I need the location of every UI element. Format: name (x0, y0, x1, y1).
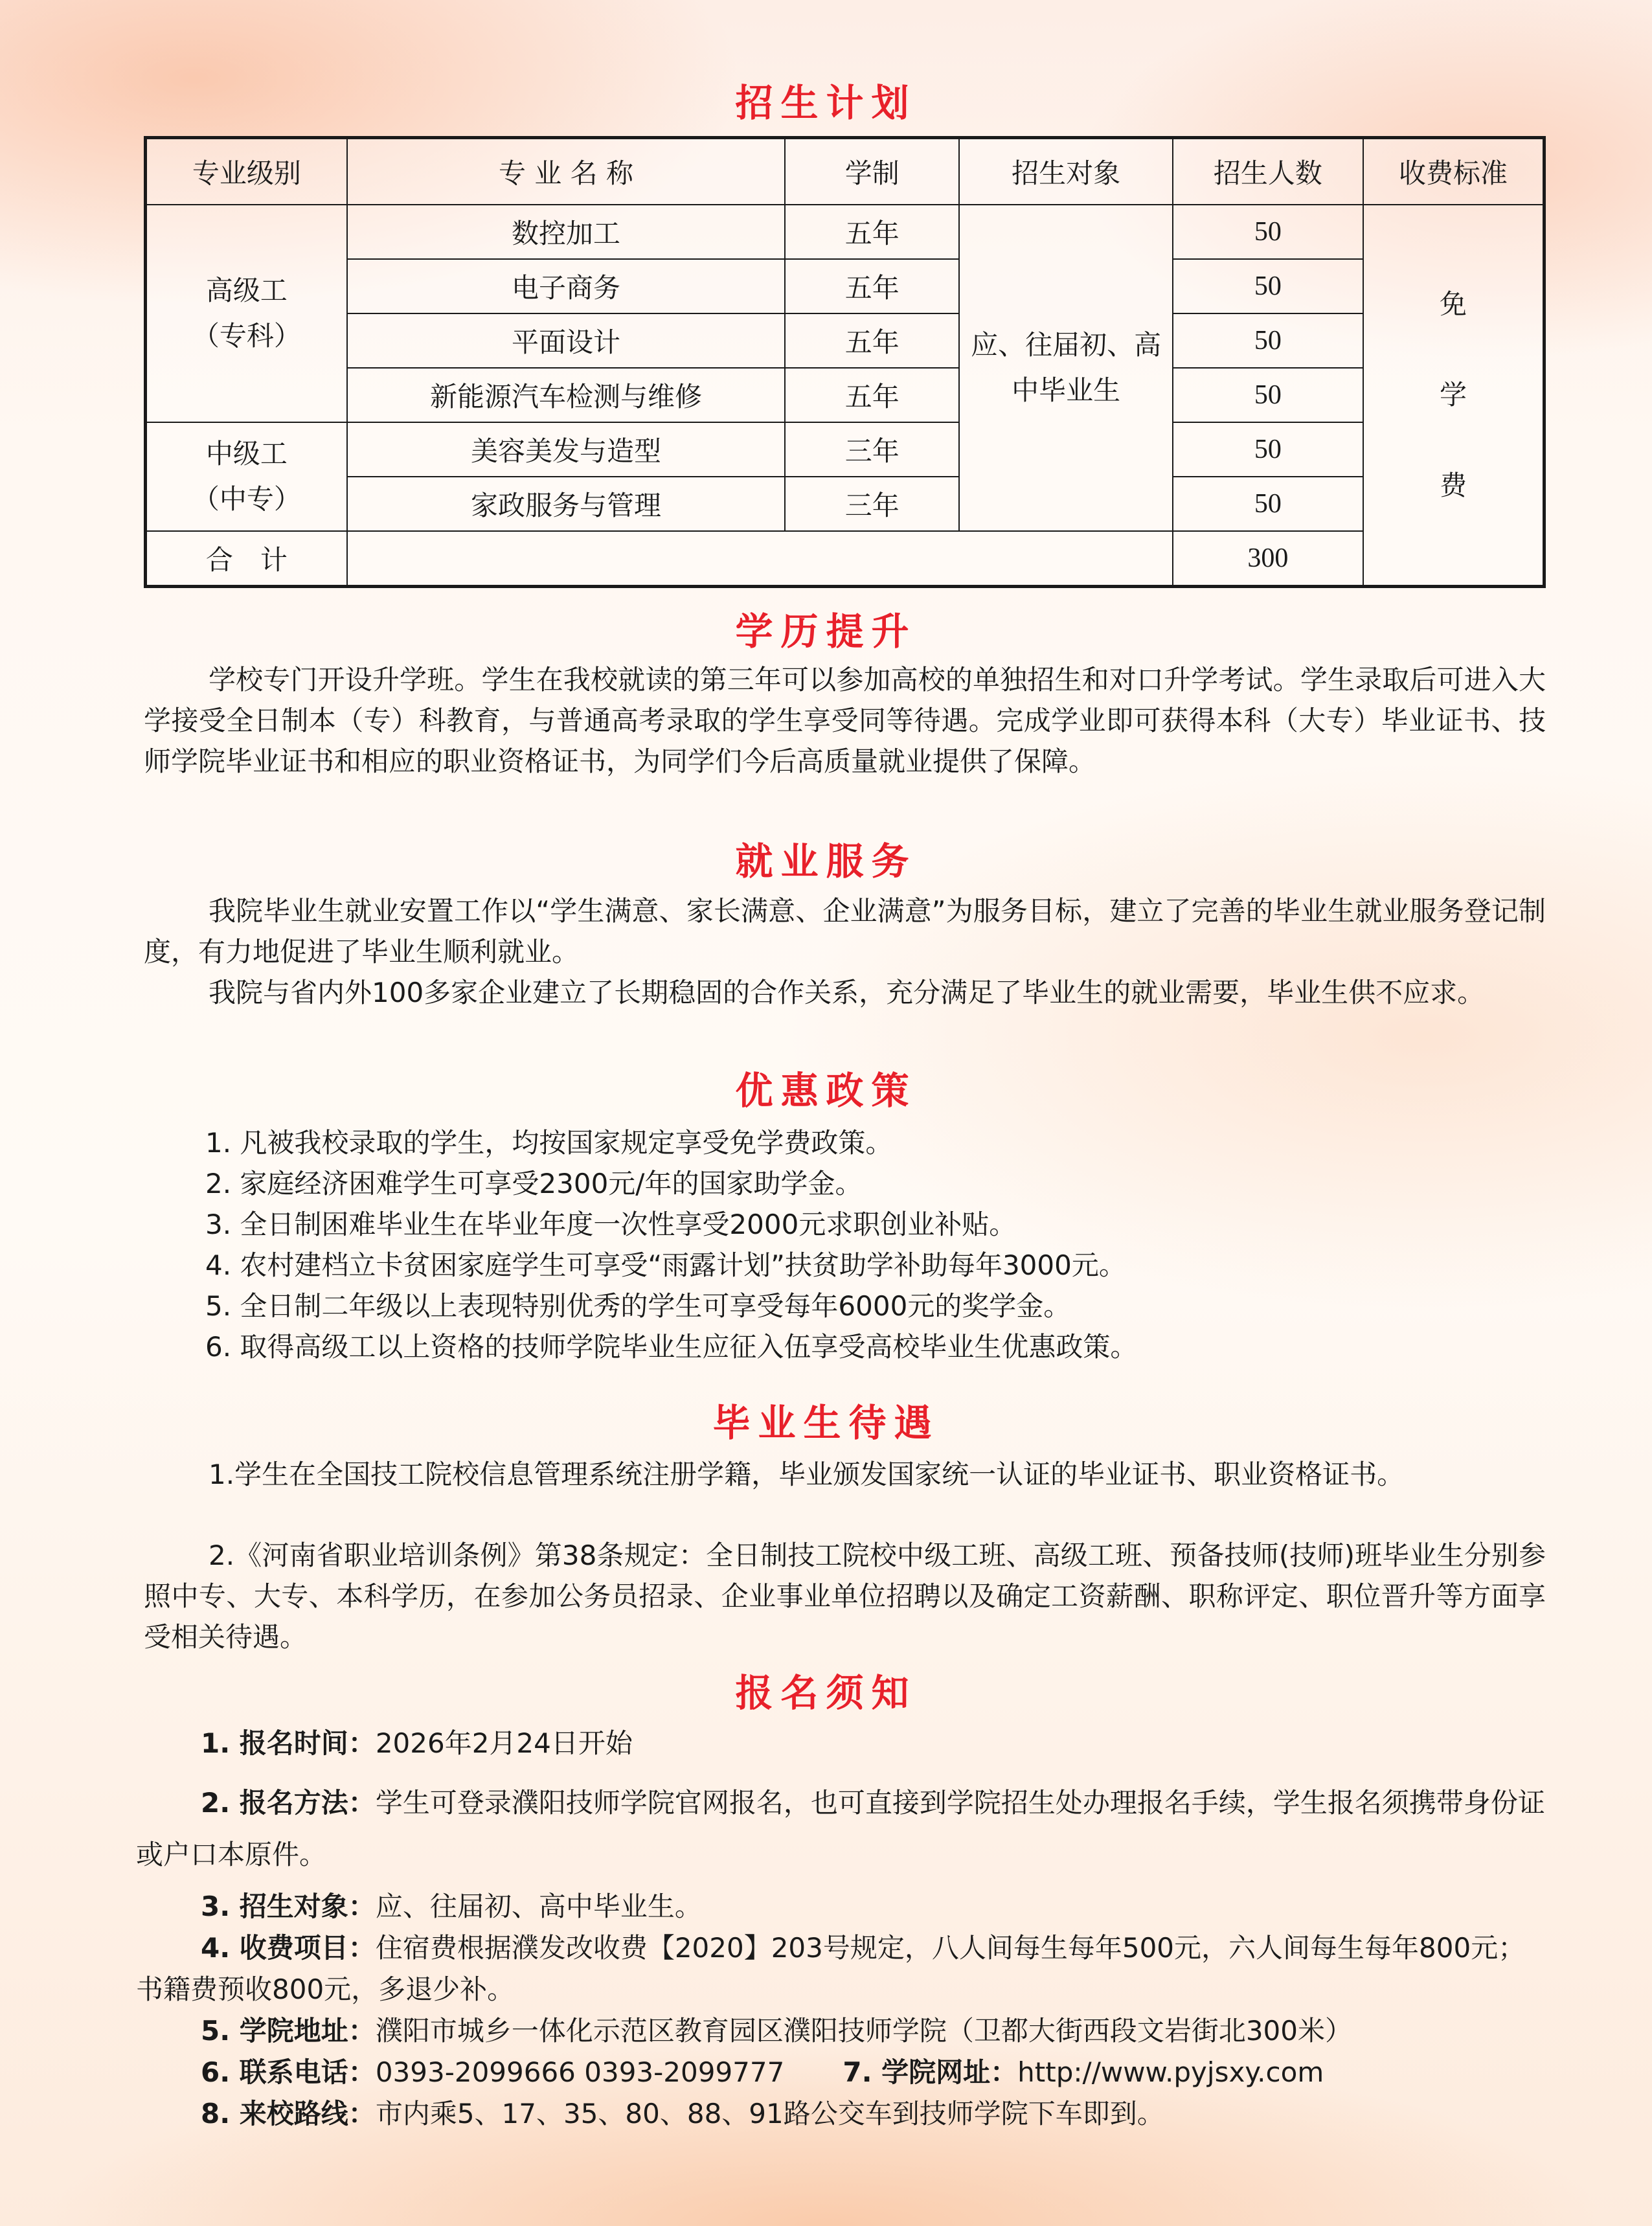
list-item: 2. 家庭经济困难学生可享受2300元/年的国家助学金。 (205, 1168, 863, 1199)
target-line2: 中毕业生 (1012, 374, 1121, 406)
grad-paragraph-2: 2.《河南省职业培训条例》第38条规定：全日制技工院校中级工班、高级工班、预备技师(技师)班毕业生分别参照中专、大专、本科学历，在参加公务员招录、企业事业单位招聘以及确定工资薪酬、职称评定、职位晋升等方面享受相关待遇。 (144, 1539, 1546, 1653)
total-label: 合 计 (146, 531, 347, 587)
years-cell: 五年 (785, 313, 959, 368)
plan-title: 招生计划 (735, 81, 917, 125)
fee-char: 费 (1440, 470, 1467, 501)
table-row (146, 477, 1545, 531)
major-cell: 平面设计 (347, 313, 785, 368)
job-paragraph-2: 我院与省内外100多家企业建立了长期稳固的合作关系，充分满足了毕业生的就业需要，毕业生供不应求。 (209, 977, 1485, 1008)
list-item: 3. 全日制困难毕业生在毕业年度一次性享受2000元求职创业补贴。 (205, 1209, 1017, 1240)
job-title: 就业服务 (735, 839, 917, 883)
list-item (136, 2052, 1546, 2093)
table-row (146, 259, 1545, 313)
level-middle (146, 422, 347, 531)
count-cell: 50 (1173, 422, 1363, 477)
target-cell (959, 205, 1172, 531)
major-cell: 数控加工 (347, 205, 785, 259)
level-senior-name: 高级工 (205, 275, 288, 306)
major-cell: 家政服务与管理 (347, 477, 785, 531)
table-row (146, 313, 1545, 368)
count-cell: 50 (1173, 259, 1363, 313)
years-cell: 五年 (785, 205, 959, 259)
notice-title: 报名须知 (735, 1671, 917, 1715)
item-label: 1. 报名时间： (201, 1727, 376, 1759)
item-text: 濮阳市城乡一体化示范区教育园区濮阳技师学院（卫都大街西段文岩街北300米） (375, 2015, 1352, 2047)
level-middle-name: 中级工 (205, 438, 288, 470)
header-years: 学制 (785, 138, 959, 205)
total-count: 300 (1173, 531, 1363, 587)
major-cell: 电子商务 (347, 259, 785, 313)
grad-paragraph-1: 1.学生在全国技工院校信息管理系统注册学籍，毕业颁发国家统一认证的毕业证书、职业资格证书。 (209, 1459, 1405, 1490)
table-row (146, 368, 1545, 422)
job-paragraph-1: 我院毕业生就业安置工作以“学生满意、家长满意、企业满意”为服务目标，建立了完善的毕业生就业服务登记制度，有力地促进了毕业生顺利就业。 (144, 895, 1546, 968)
policy-title: 优惠政策 (735, 1069, 917, 1113)
major-cell: 美容美发与造型 (347, 422, 785, 477)
level-senior (146, 205, 347, 422)
header-major: 专 业 名 称 (347, 138, 785, 205)
table-row (146, 422, 1545, 477)
total-empty (347, 531, 1173, 587)
item-label: 2. 报名方法： (201, 1787, 376, 1819)
header-count: 招生人数 (1173, 138, 1363, 205)
list-item (136, 1886, 1546, 1927)
enrollment-plan-table (144, 136, 1546, 588)
fee-cell (1363, 205, 1544, 587)
notice-list (136, 1723, 1546, 2135)
level-senior-type: （专科） (192, 320, 301, 352)
item-text: 应、往届初、高中毕业生。 (375, 1891, 702, 1922)
major-cell: 新能源汽车检测与维修 (347, 368, 785, 422)
list-item: 1. 凡被我校录取的学生，均按国家规定享受免学费政策。 (205, 1127, 893, 1159)
item-label: 7. 学院网址： (843, 2056, 1018, 2088)
list-item (136, 1927, 1546, 2010)
item-label: 3. 招生对象： (201, 1891, 376, 1922)
list-item (136, 1777, 1546, 1881)
fee-char: 免 (1440, 288, 1467, 320)
list-item (136, 1723, 1546, 1764)
header-fee: 收费标准 (1363, 138, 1544, 205)
item-label: 8. 来校路线： (201, 2098, 376, 2129)
list-item: 6. 取得高级工以上资格的技师学院毕业生应征入伍享受高校毕业生优惠政策。 (205, 1331, 1138, 1363)
item-text: 市内乘5、17、35、80、88、91路公交车到技师学院下车即到。 (375, 2098, 1164, 2129)
count-cell: 50 (1173, 368, 1363, 422)
item-text: 2026年2月24日开始 (375, 1727, 633, 1759)
fee-char: 学 (1440, 379, 1467, 411)
list-item: 5. 全日制二年级以上表现特别优秀的学生可享受每年6000元的奖学金。 (205, 1290, 1071, 1322)
years-cell: 五年 (785, 368, 959, 422)
list-item: 4. 农村建档立卡贫困家庭学生可享受“雨露计划”扶贫助学补助每年3000元。 (205, 1249, 1126, 1281)
item-text: 住宿费根据濮发改收费【2020】203号规定，八人间每生每年500元，六人间每生每年800元；书籍费预收800元，多退少补。 (136, 1932, 1526, 2005)
grad-title: 毕业生待遇 (712, 1401, 940, 1445)
table-row (146, 205, 1545, 259)
item-label: 4. 收费项目： (201, 1932, 376, 1964)
count-cell: 50 (1173, 205, 1363, 259)
list-item (136, 2093, 1546, 2135)
list-item (136, 2010, 1546, 2052)
table-header-row (146, 138, 1545, 205)
edu-paragraph: 学校专门开设升学班。学生在我校就读的第三年可以参加高校的单独招生和对口升学考试。学生录取后可进入大学接受全日制本（专）科教育，与普通高考录取的学生享受同等待遇。完成学业即可获得本科（大专）毕业证书、技师学院毕业证书和相应的职业资格证书，为同学们今后高质量就业提供了保障。 (144, 664, 1546, 777)
header-level: 专业级别 (146, 138, 347, 205)
edu-title: 学历提升 (735, 609, 917, 653)
count-cell: 50 (1173, 477, 1363, 531)
level-middle-type: （中专） (192, 483, 301, 515)
policy-list (144, 1122, 1607, 1367)
item-label: 5. 学院地址： (201, 2015, 376, 2047)
target-line1: 应、往届初、高 (971, 329, 1162, 361)
phone-text: 0393-2099666 0393-2099777 (375, 2056, 785, 2088)
website-link[interactable]: http://www.pyjsxy.com (1017, 2056, 1324, 2088)
years-cell: 三年 (785, 477, 959, 531)
item-label: 6. 联系电话： (201, 2056, 376, 2088)
years-cell: 五年 (785, 259, 959, 313)
total-row (146, 531, 1545, 587)
years-cell: 三年 (785, 422, 959, 477)
header-target: 招生对象 (959, 138, 1172, 205)
count-cell: 50 (1173, 313, 1363, 368)
item-text: 学生可登录濮阳技师学院官网报名，也可直接到学院招生处办理报名手续，学生报名须携带身份证或户口本原件。 (136, 1787, 1545, 1870)
